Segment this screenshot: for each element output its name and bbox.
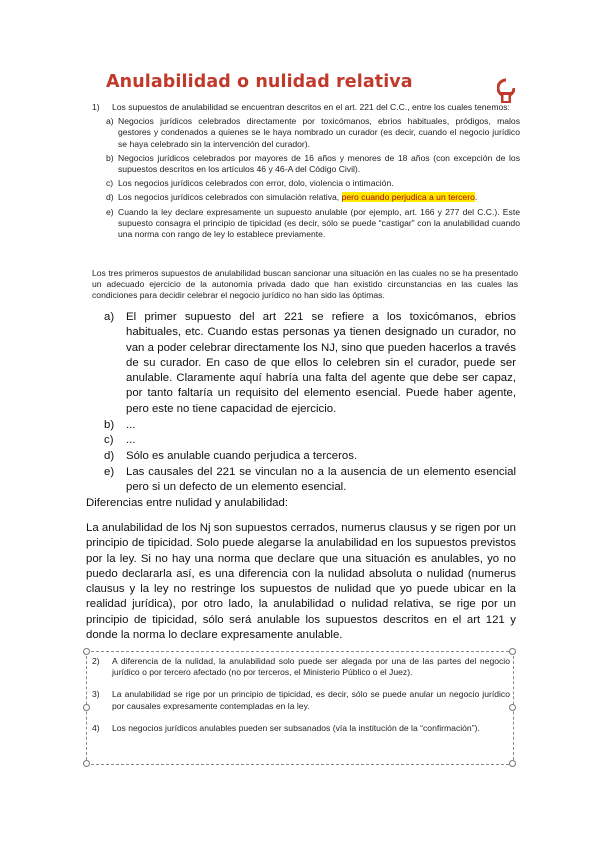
list-marker: a)	[104, 311, 115, 323]
subitem-marker: c)	[106, 178, 114, 189]
textbox-item-text: A diferencia de la nulidad, la anulabilidad solo puede ser alegada por una de las partes del negocio jurídico o por tercero afectado (no por terceros, el Ministerio Público o el Juez).	[112, 656, 510, 678]
list-item	[104, 449, 516, 464]
resize-handle-bottom-left[interactable]	[83, 760, 90, 767]
list-text: ...	[126, 434, 136, 447]
list-item	[104, 310, 516, 417]
list-item	[104, 433, 516, 448]
subitem-text: Cuando la ley declare expresamente un supuesto anulable (por ejemplo, art. 166 y 277 del C.C.). Este supuesto consagra el principio de tipicidad (es decir, sólo se puede “castigar” con la anulabilidad cuando una norma con rango de ley lo establece previamente.	[118, 206, 520, 240]
resize-handle-top-right[interactable]	[509, 648, 516, 655]
resize-handle-bottom-right[interactable]	[509, 760, 516, 767]
list-marker: c)	[104, 434, 114, 447]
paragraph-intro: Los tres primeros supuestos de anulabilidad buscan sancionar una situación en las cuales no se ha presentado un adecuado ejercicio de la autonomía privada dado que han existido circunstancias en las cuales las condiciones para decidir celebrar el negocio jurídico no han sido las óptimas.	[92, 268, 518, 301]
textbox-item-text: La anulabilidad se rige por un principio de tipicidad, es decir, sólo se puede anular un negocio jurídico por causales expresamente contempladas en la ley.	[112, 689, 510, 711]
list-text: Las causales del 221 se vinculan no a la ausencia de un elemento esencial pero si un defecto de un elemento esencial.	[126, 465, 516, 494]
subitem-marker: a)	[106, 116, 114, 127]
textbox-item	[92, 656, 510, 678]
item-1	[92, 102, 520, 113]
subitem-text-end: .	[474, 192, 478, 203]
subitem-marker: d)	[106, 192, 114, 203]
item-1-number: 1)	[92, 102, 100, 112]
resize-handle-left[interactable]	[83, 704, 90, 711]
list-text: El primer supuesto del art 221 se refiere a los toxicómanos, ebrios habituales, etc. Cuando estas personas ya tienen designado un curador, no van a poder celebrar directamente los NJ, sino que pueden hacerlos a través de su curador. En caso de que ellos lo celebren sin el curador, puede ser anulable. Claramente aquí habría una falta del agente que debe ser capaz, por tanto faltaría un requisito del elemento esencial. Puede haber agente, pero este no tiene capacidad de ejercicio.	[126, 311, 516, 415]
section-supuestos	[92, 102, 520, 243]
paragraph-anulabilidad: La anulabilidad de los Nj son supuestos cerrados, numerus clausus y se rigen por un principio de tipicidad. Solo puede alegarse la anulabilidad en los supuestos previstos por la ley. Si no hay una norma que declare que una situación es anulables, yo no puedo declararla así, es una diferencia con la nulidad absoluta o nulidad (numerus clausus y la ley no restringe los supuestos de nulidad que yo puede ubicar en la realidad jurídica), por otro lado, la anulabilidad o nulidad relativa, se rige por un principio de tipicidad, sólo será anulable los supuestos descritos en el art 121 y donde la norma lo declare expresamente anulable.	[86, 522, 516, 642]
textbox-item-number: 2)	[92, 656, 100, 666]
analysis-list	[104, 310, 516, 496]
subitem-d	[106, 192, 520, 203]
item-1-text: Los supuestos de anulabilidad se encuentran descritos en el art. 221 del C.C., entre los cuales tenemos:	[112, 102, 510, 112]
subitem-c	[106, 178, 520, 189]
resize-handle-top-left[interactable]	[83, 648, 90, 655]
list-item	[104, 465, 516, 496]
subitem-marker: e)	[106, 206, 114, 217]
subitem-marker: b)	[106, 152, 114, 163]
list-item	[104, 418, 516, 433]
textbox-item-number: 3)	[92, 689, 100, 700]
textbox-item	[92, 689, 510, 711]
highlighted-text: pero cuando perjudica a un tercero	[341, 192, 475, 203]
subitem-b	[106, 153, 520, 175]
textbox-item-text: Los negocios jurídicos anulables pueden ser subsanados (vía la institución de la “confirmación”).	[112, 722, 480, 733]
subitem-text: Los negocios jurídicos celebrados con simulación relativa,	[118, 192, 342, 203]
textbox-item-number: 4)	[92, 722, 100, 733]
subitem-a	[106, 116, 520, 150]
list-text: ...	[126, 418, 136, 431]
university-logo-icon	[497, 78, 515, 104]
list-marker: e)	[104, 465, 115, 478]
list-marker: d)	[104, 450, 115, 463]
text-box-content[interactable]	[92, 656, 510, 745]
resize-handle-right[interactable]	[509, 704, 516, 711]
subitem-text: Los negocios jurídicos celebrados con error, dolo, violencia o intimación.	[118, 178, 394, 189]
page-title: Anulabilidad o nulidad relativa	[106, 72, 413, 92]
differences-heading: Diferencias entre nulidad y anulabilidad:	[86, 497, 288, 509]
textbox-item	[92, 723, 510, 734]
subitem-text-d	[118, 192, 520, 203]
list-text: Sólo es anulable cuando perjudica a terceros.	[126, 450, 358, 463]
subitem-text: Negocios jurídicos celebrados por mayores de 16 años y menores de 18 años (con excepción de los supuestos descritos en los artículos 46 y 46-A del Código Civil).	[118, 152, 520, 175]
list-marker: b)	[104, 418, 115, 431]
subitem-e	[106, 207, 520, 241]
subitem-text: Negocios jurídicos celebrados directamente por toxicómanos, ebrios habituales, pródigos, malos gestores y condenados a quienes se le haya nombrado un curador (es decir, cuando el negocio jurídico se haya celebrado sin la intervención del curador).	[118, 116, 520, 149]
